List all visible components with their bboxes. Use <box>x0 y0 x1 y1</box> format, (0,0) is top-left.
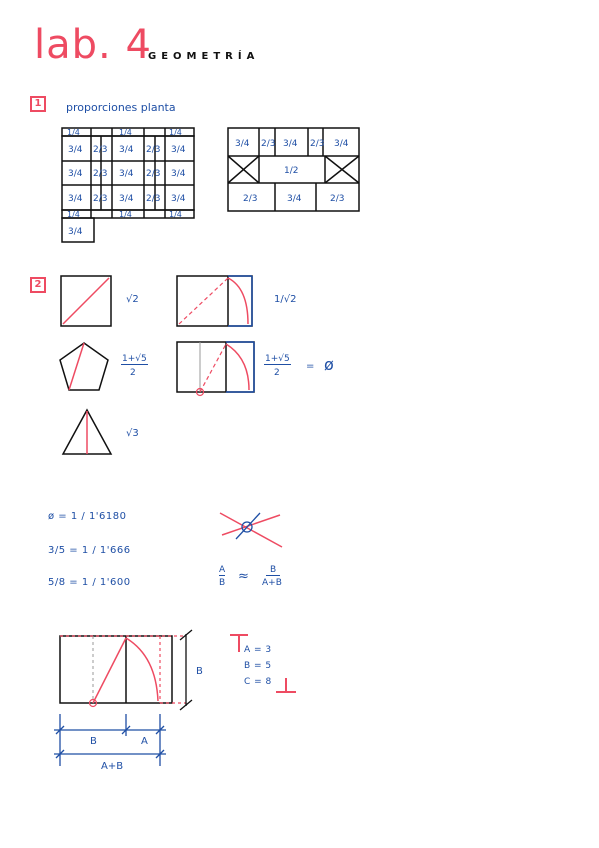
dim-total-label: A+B <box>101 761 124 772</box>
page-subtitle: GEOMETRÍA <box>148 51 260 62</box>
phi-cross-sketch <box>214 505 286 550</box>
cell-label: 3/4 <box>68 227 83 237</box>
cell-label: 3/4 <box>68 145 83 155</box>
strip-label: 1/4 <box>67 210 80 219</box>
cell-label: 3/4 <box>283 139 298 149</box>
section-2-number: 2 <box>30 277 46 293</box>
inv-sqrt2-label: 1/√2 <box>274 294 297 305</box>
dim-b-label: B <box>90 736 97 747</box>
cell-label: 2/3 <box>310 139 325 149</box>
pentagon-ratio-num: 1+√5 <box>122 354 147 364</box>
cell-label: 2/3 <box>93 194 108 204</box>
fraction-a-plus-b: A+B <box>262 578 282 588</box>
cell-label: 3/4 <box>119 145 134 155</box>
cell-label: 2/3 <box>93 145 108 155</box>
section-1-grids <box>55 124 365 249</box>
cell-label: 2/3 <box>146 145 161 155</box>
cell-label: 3/4 <box>119 194 134 204</box>
strip-label: 1/4 <box>169 128 182 137</box>
phi-symbol: ø <box>324 355 334 374</box>
pentagon <box>60 343 108 390</box>
dim-a-label: A <box>141 736 148 747</box>
cell-label: 2/3 <box>330 194 345 204</box>
page-title: lab. 4 <box>34 22 152 68</box>
cell-label: 2/3 <box>146 194 161 204</box>
ratio-3-5: 3/5 = 1 / 1'666 <box>48 545 131 556</box>
approx-sign: ≈ <box>238 569 249 584</box>
golden-ratio-den: 2 <box>274 368 280 378</box>
golden-equals: = <box>306 361 315 372</box>
cell-label: 2/3 <box>243 194 258 204</box>
strip-label: 1/4 <box>67 128 80 137</box>
value-b: B = 5 <box>244 661 272 671</box>
cell-label: 3/4 <box>334 139 349 149</box>
fraction-b-top: B <box>266 565 280 576</box>
construction-rect <box>60 636 172 703</box>
golden-rectangle <box>177 342 254 392</box>
cell-label: 3/4 <box>171 194 186 204</box>
pentagon-ratio-den: 2 <box>130 368 136 378</box>
cell-label: 3/4 <box>68 194 83 204</box>
cell-label: 3/4 <box>68 169 83 179</box>
strip-label: 1/4 <box>119 128 132 137</box>
fraction-b: B <box>219 578 226 588</box>
cell-label: 1/2 <box>284 166 299 176</box>
cell-label: 3/4 <box>235 139 250 149</box>
section-1-number: 1 <box>30 96 46 112</box>
cell-label: 2/3 <box>261 139 276 149</box>
cell-label: 3/4 <box>119 169 134 179</box>
fraction-a: A <box>219 565 226 575</box>
cell-label: 2/3 <box>146 169 161 179</box>
cell-label: 3/4 <box>287 194 302 204</box>
side-b-label: B <box>196 666 203 677</box>
ratio-5-8: 5/8 = 1 / 1'600 <box>48 577 131 588</box>
section-1-label: proporciones planta <box>66 101 176 114</box>
value-a: A = 3 <box>244 645 272 655</box>
rectangle-inv-sqrt2 <box>177 276 252 326</box>
cell-label: 3/4 <box>171 169 186 179</box>
sqrt2-label: √2 <box>126 294 139 305</box>
cell-label: 2/3 <box>93 169 108 179</box>
phi-ratio: ø = 1 / 1'6180 <box>48 511 127 522</box>
sqrt3-label: √3 <box>126 428 139 439</box>
value-c: C = 8 <box>244 677 272 687</box>
strip-label: 1/4 <box>169 210 182 219</box>
golden-ratio-num: 1+√5 <box>265 354 290 364</box>
cell-label: 3/4 <box>171 145 186 155</box>
strip-label: 1/4 <box>119 210 132 219</box>
